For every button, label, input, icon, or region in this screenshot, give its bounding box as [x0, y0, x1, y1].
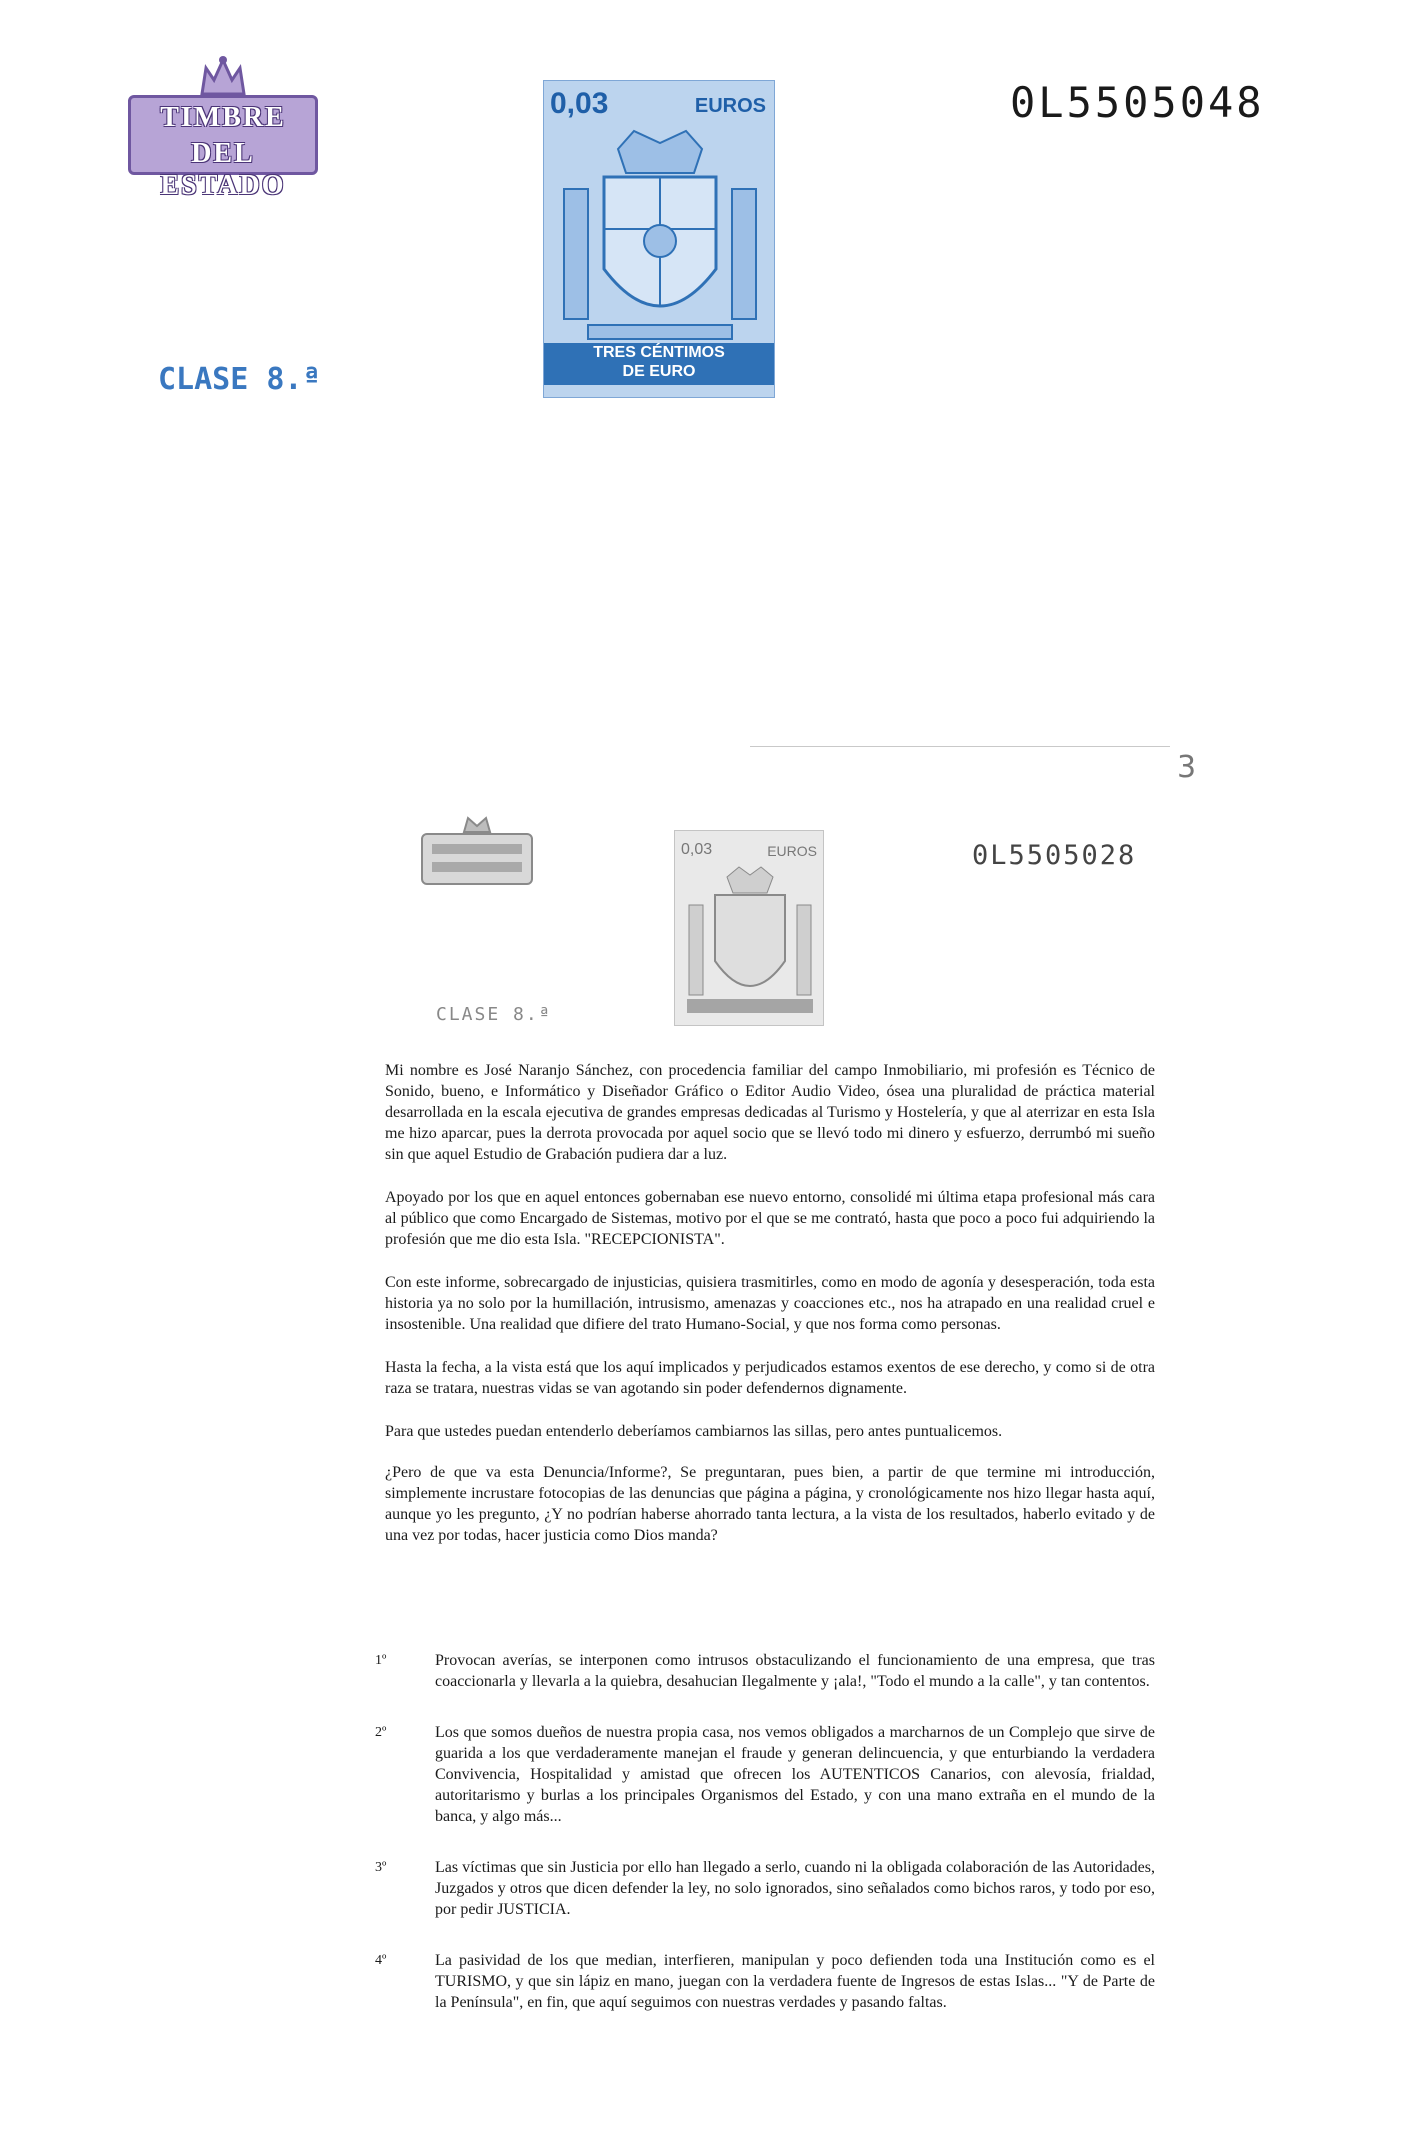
photocopied-coat-of-arms-icon: [687, 865, 813, 1015]
stamp-band: [544, 343, 774, 385]
photocopied-stamp: [674, 830, 824, 1026]
stamp-currency: EUROS: [694, 95, 766, 117]
document-body: [385, 1060, 1155, 1568]
copy-serial-number: 0L5505028: [972, 840, 1137, 871]
paragraph-rights: Hasta la fecha, a la vista está que los aquí implicados y perjudicados estamos exentos de ese derecho, y como si de otra raza se tratara, nuestras vidas se van agotando sin poder defendernos dignamente.: [385, 1359, 1155, 1397]
seal-line-2: DEL ESTADO: [160, 138, 286, 201]
paragraph-report: Con este informe, sobrecargado de injusticias, quisiera trasmitirles, como en modo de agonía y desesperación, toda esta historia ya no solo por la humillación, intrusismo, amenazas y coacciones etc., nos ha atrapado en una realidad cruel e insostenible. Una realidad que difiere del trato Humano-Social, y que nos forma como personas.: [385, 1274, 1155, 1333]
list-item-number: 1º: [375, 1653, 387, 1668]
list-item: [375, 1950, 1155, 2013]
paragraph-chairs: Para que ustedes puedan entenderlo deberíamos cambiarnos las sillas, pero antes puntualicemos.: [385, 1423, 1003, 1440]
clase-label: CLASE 8.ª: [158, 362, 321, 397]
numbered-list: [375, 1650, 1155, 2043]
list-item: [375, 1857, 1155, 1920]
list-item-text: Provocan averías, se interponen como intrusos obstaculizando el funcionamiento de una empresa, que tras coaccionarla y llevarla a la quiebra, desahucian Ilegalmente y ¡ala!, "Todo el mundo a la calle", y tan contentos.: [435, 1652, 1155, 1690]
coat-of-arms-icon: [558, 129, 762, 349]
serial-number: 0L5505048: [1010, 78, 1265, 127]
handwritten-page-number: 3: [1177, 750, 1197, 785]
photocopy-edge-line: [750, 746, 1170, 747]
copy-stamp-value: 0,03: [681, 841, 713, 858]
crown-ornament-icon: [196, 54, 250, 100]
stamp-band-line-1: TRES CÉNTIMOS: [593, 344, 725, 361]
list-item-text: Los que somos dueños de nuestra propia casa, nos vemos obligados a marcharnos de un Complejo que sirve de guarida a los que verdaderamente manejan el fraude y generan delincuencia, y que enturbiando la verdadera Convivencia, Hospitalidad y amistad que ofrecen los AUTENTICOS Canarios, con alevosía, frialdad, autoritarismo y burlas a los principales Organismos del Estado, y con una mano extraña en el mundo de la banca, y algo más...: [435, 1724, 1155, 1825]
list-item-number: 3º: [375, 1860, 387, 1875]
timbre-del-estado-seal: [118, 50, 328, 201]
paragraph-intro: Mi nombre es José Naranjo Sánchez, con procedencia familiar del campo Inmobiliario, mi profesión es Técnico de Sonido, bueno, e Informático y Diseñador Gráfico o Editor Audio Video, ósea una pluralidad de práctica material desarrollada en la escala ejecutiva de grandes empresas dedicadas al Turismo y Hostelería, y que al aterrizar en esta Isla me hizo aparcar, pues la derrota provocada por aquel socio que se llevó todo mi dinero y esfuerzo, derrumbó mi sueño sin que aquel Estudio de Grabación pudiera dar a luz.: [385, 1062, 1155, 1163]
photocopied-seal-icon: [418, 814, 536, 894]
list-item-text: La pasividad de los que median, interfieren, manipulan y poco defienden toda una Institución como es el TURISMO, y que sin lápiz en mano, juegan con la verdadera fuente de Ingresos de estas Islas... "Y de Parte de la Península", en fin, que aquí seguimos con nuestras verdades y pasando faltas.: [435, 1952, 1155, 2011]
paragraph-support: Apoyado por los que en aquel entonces gobernaban ese nuevo entorno, consolidé mi última etapa profesional más cara al público que como Encargado de Sistemas, motivo por el que se me contrató, hasta que poco a poco fui adquiriendo la profesión que me dio esta Isla. "RECEPCIONISTA".: [385, 1189, 1155, 1248]
stamp-value: 0,03: [550, 87, 609, 120]
list-item: [375, 1722, 1155, 1827]
postage-stamp: [543, 80, 775, 398]
list-item: [375, 1650, 1155, 1692]
stamp-band-line-2: DE EURO: [622, 363, 696, 380]
list-item-text: Las víctimas que sin Justicia por ello han llegado a serlo, cuando ni la obligada colaboración de las Autoridades, Juzgados y otros que dicen defender la ley, no solo ignorados, sino señalados como bichos raros, y todo por eso, por pedir JUSTICIA.: [435, 1859, 1155, 1918]
list-item-number: 2º: [375, 1725, 387, 1740]
paragraph-question: ¿Pero de que va esta Denuncia/Informe?, Se preguntaran, pues bien, a partir de que termine mi introducción, simplemente incrustare fotocopias de las denuncias que página a página, y cronológicamente nos hizo llegar hasta aquí, aunque yo les pregunto, ¿Y no podrían haberse ahorrado tanta lectura, a la vista de los resultados, haberlo evitado y de una vez por todas, hacer justicia como Dios manda?: [385, 1464, 1155, 1544]
copy-stamp-currency: EUROS: [767, 843, 817, 859]
seal-line-1: TIMBRE: [160, 102, 286, 133]
list-item-number: 4º: [375, 1953, 387, 1968]
copy-clase-label: CLASE 8.ª: [436, 1004, 552, 1025]
